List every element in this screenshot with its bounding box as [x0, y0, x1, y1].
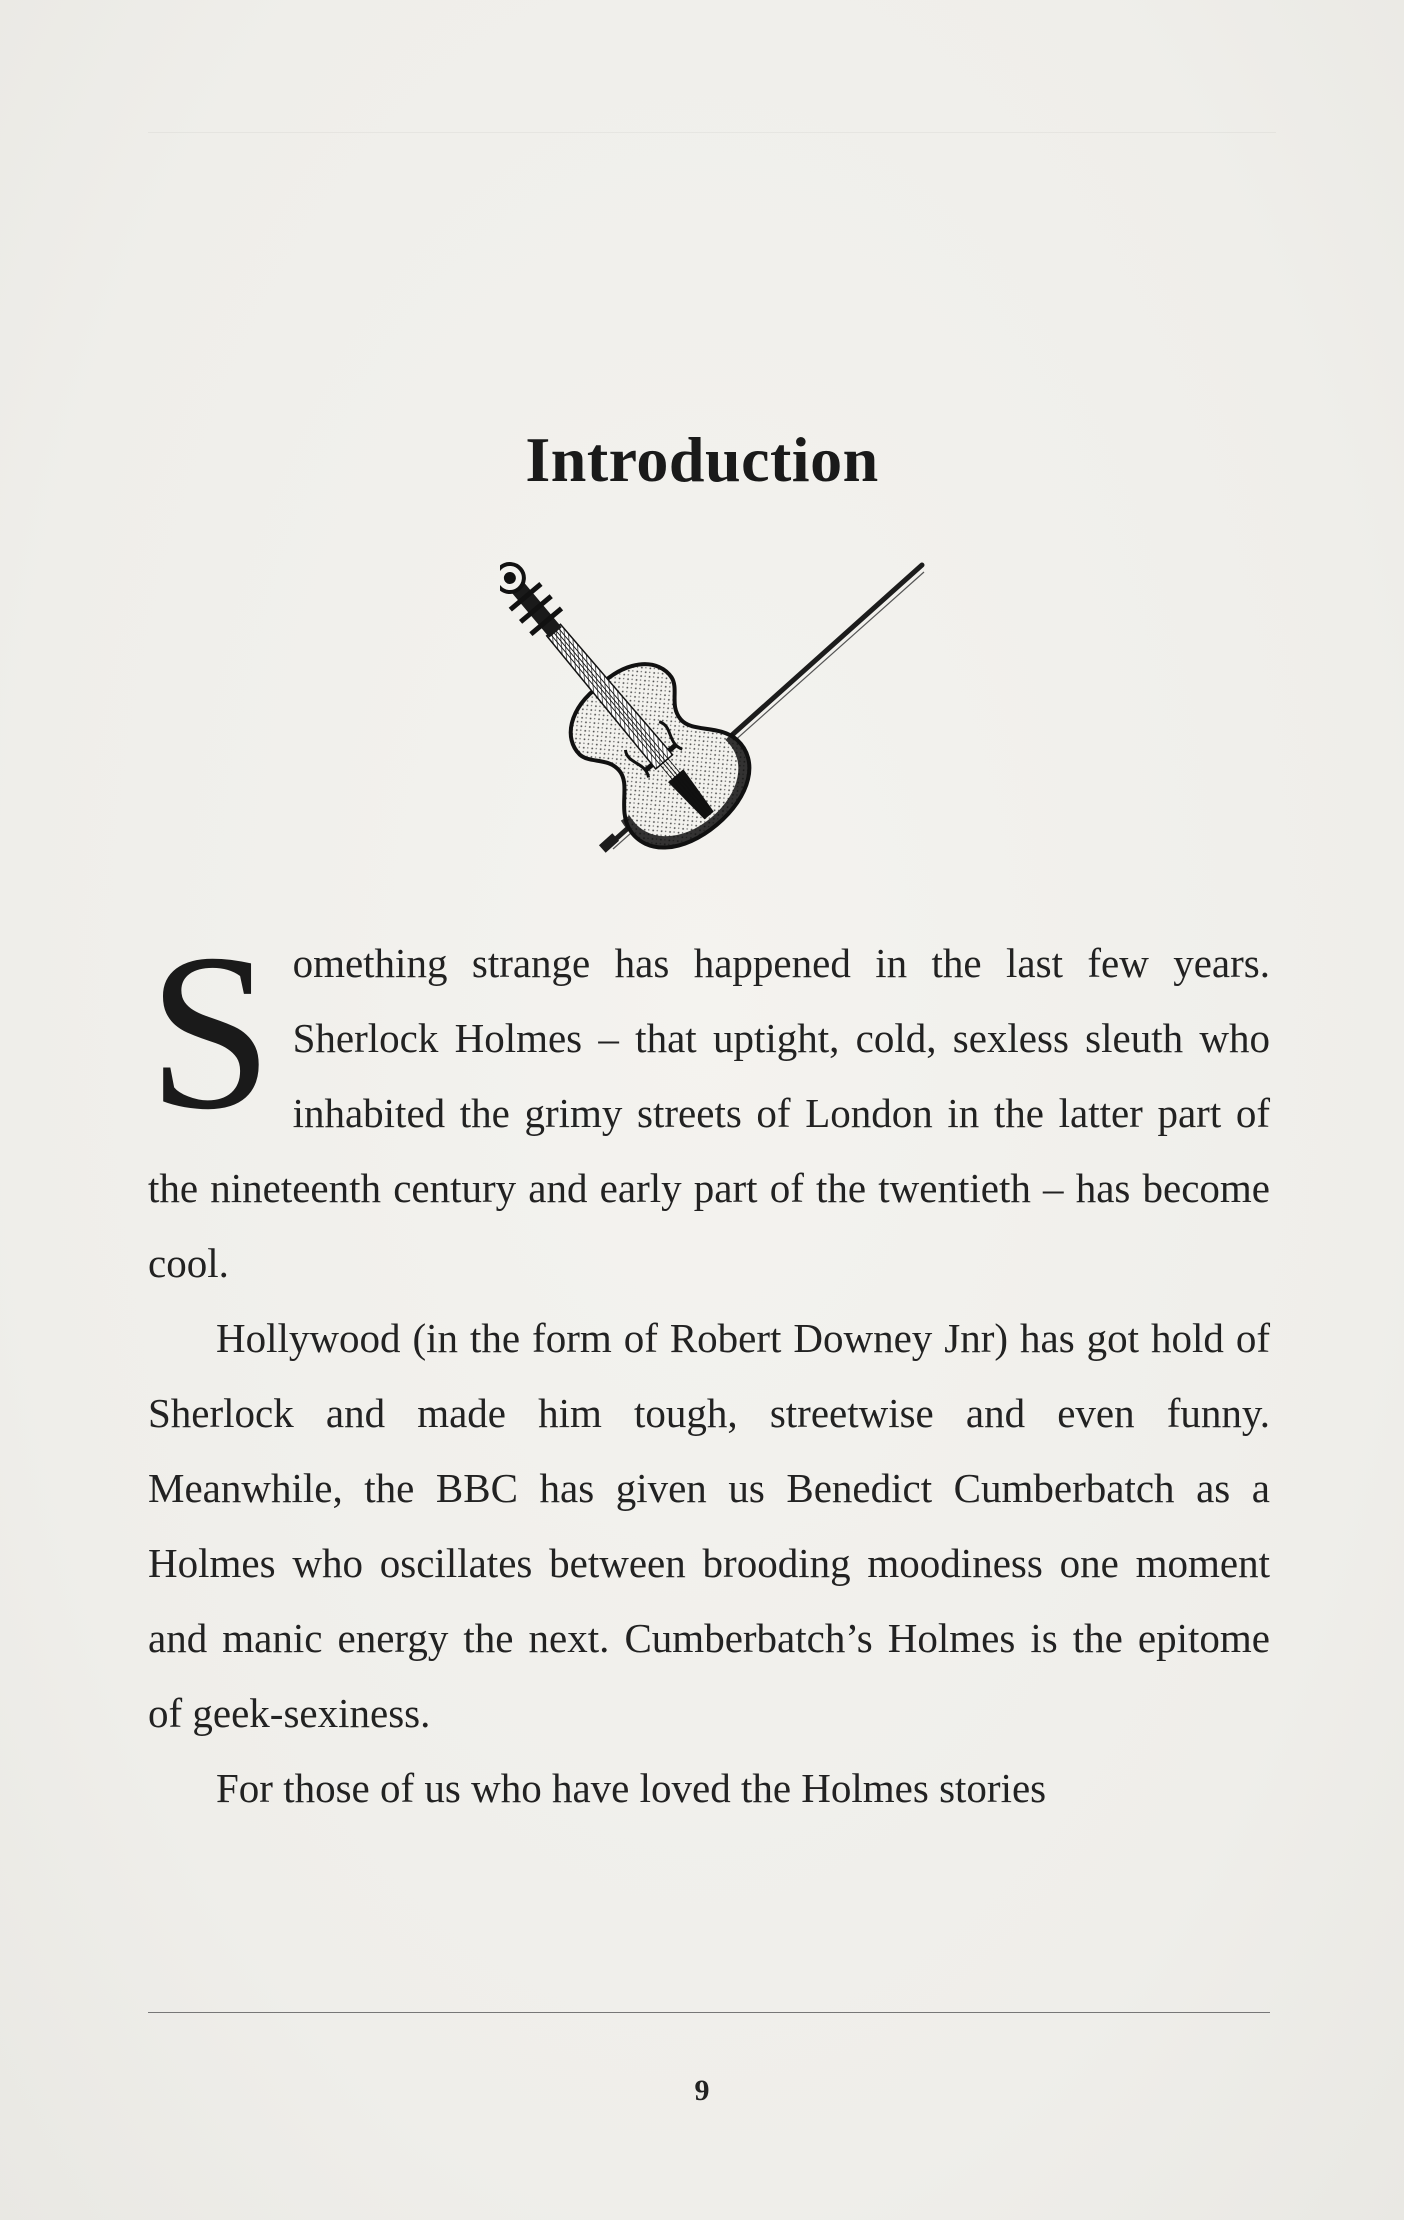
footer-rule — [148, 2012, 1270, 2013]
show-through-header — [148, 104, 1276, 133]
violin-and-bow-icon — [500, 520, 940, 860]
paragraph-3: For those of us who have loved the Holmes stories — [216, 1765, 1047, 1811]
drop-cap: S — [148, 908, 273, 1156]
body-text — [148, 908, 1270, 1826]
paragraph-1-text: omething strange has happened in the last few years. Sherlock Holmes – that uptight, cold, sexless sleuth who inhabited the grimy streets of London in the latter part of the nineteenth century and early part of the twentieth – has become cool. — [148, 940, 1270, 1286]
paragraph-2: Hollywood (in the form of Robert Downey Jnr) has got hold of Sherlock and made him tough, streetwise and even funny. Meanwhile, the BBC has given us Benedict Cumberbatch as a Holmes who oscillates between brooding moodiness one moment and manic energy the next. Cumberbatch’s Holmes is the epitome of geek-sexiness. — [148, 1315, 1270, 1736]
page-number: 9 — [694, 2074, 710, 2107]
chapter-title: Introduction — [525, 423, 879, 495]
paragraph-1 — [148, 908, 1270, 1301]
